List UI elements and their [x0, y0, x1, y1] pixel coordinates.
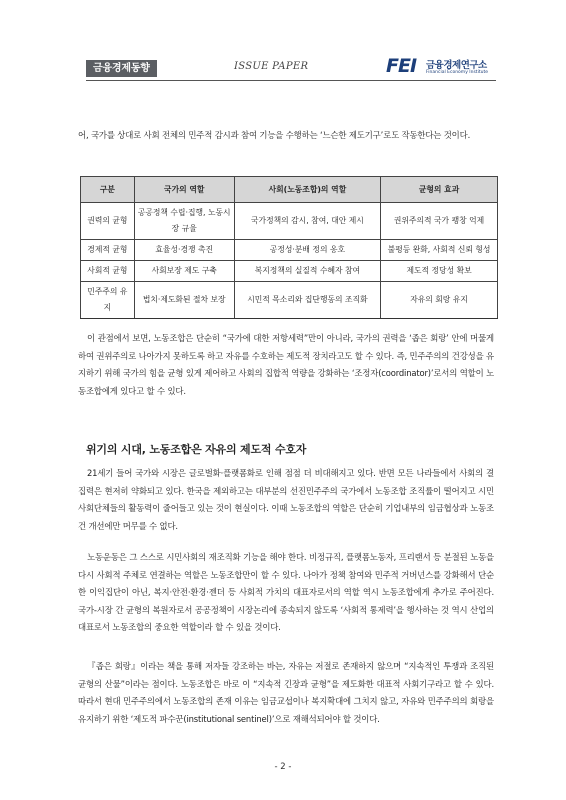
logo-institute-english: Financial Economy Institute: [426, 70, 488, 75]
table-row: [81, 282, 498, 319]
table-cell: 효율성·경쟁 촉진: [134, 240, 234, 261]
table-header-cell: 구분: [81, 177, 135, 203]
body-paragraph-1: 21세기 들어 국가와 시장은 글로벌화·플랫폼화로 인해 점점 더 비대해지고 있다. 반면 모든 나라들에서 사회의 결집력은 현저히 약화되고 있다. 한국을 제외하고는 대부분의 선진민주주의 국가에서 노동조합 조직률이 떨어지고 시민사회단체들의 활동력이 줄어들고 있는 것이 현실이다. 이때 노동조합의 역할은 단순히 기업내부의 임금협상과 노동조건 개선에만 머무를 수 없다.: [78, 468, 494, 531]
table-cell: 공공정책 수립·집행, 노동시장 규율: [134, 203, 234, 240]
table-row: [81, 240, 498, 261]
table-header-row: [81, 177, 498, 203]
table-cell: 제도적 정당성 확보: [381, 261, 498, 282]
table-cell: 법치·제도화된 절차 보장: [134, 282, 234, 319]
logo-fei-mark: FEI: [386, 55, 417, 77]
balance-table: [80, 176, 498, 319]
table-cell: 경제적 균형: [81, 240, 135, 261]
table-cell: 공정성·분배 정의 옹호: [234, 240, 380, 261]
table-cell: 권력의 균형: [81, 203, 135, 240]
issue-paper-label: ISSUE PAPER: [234, 61, 309, 72]
table-header-cell: 국가의 역할: [134, 177, 234, 203]
table-cell: 복지정책의 실질적 수혜자 참여: [234, 261, 380, 282]
table-header-cell: 사회(노동조합)의 역할: [234, 177, 380, 203]
table-cell: 사회적 균형: [81, 261, 135, 282]
table-row: [81, 203, 498, 240]
logo-institute-name: 금융경제연구소: [426, 60, 487, 71]
table-row: [81, 261, 498, 282]
table-cell: 국가정책의 감시, 참여, 대안 제시: [234, 203, 380, 240]
intro-paragraph: 어, 국가를 상대로 사회 전체의 민주적 감시과 참여 기능을 수행하는 ‘느슨한 제도기구’로도 작동한다는 것이다.: [78, 130, 471, 140]
body-paragraph-2: 노동운동은 그 스스로 시민사회의 재조직화 기능을 해야 한다. 비정규직, 플랫폼노동자, 프리랜서 등 분절된 노동을 다시 사회적 주체로 연결하는 역할은 노동조합만이 할 수 있다. 나아가 정책 참여와 민주적 거버넌스를 강화해서 단순한 이익집단이 아닌, 복지·안전·환경·젠더 등 사회적 가치의 대표자로서의 역할 역시 노동조합에게 추가로 주어진다. 국가-시장 간 균형의 복원자로서 공공정책이 시장논리에 종속되지 않도록 ‘사회적 통제력’을 행사하는 것 역시 산업의 대표로서 노동조합의 중요한 역할이라 할 수 있을 것이다.: [78, 552, 494, 633]
section-badge: 금융경제동향: [86, 60, 157, 77]
page-header: [70, 56, 490, 82]
table-cell: 민주주의 유지: [81, 282, 135, 319]
section-heading: 위기의 시대, 노동조합은 자유의 제도적 수호자: [86, 443, 307, 456]
fei-logo: [386, 55, 496, 81]
paragraph-after-table: 이 관점에서 보면, 노동조합은 단순히 “국가에 대한 저항세력”만이 아니라, 국가의 권력을 ‘좁은 회랑’ 안에 머물게 하여 권위주의로 나아가지 못하도록 하고 자유를 수호하는 제도적 장치라고도 할 수 있다. 즉, 민주주의의 건강성을 유지하기 위해 국가의 힘을 균형 있게 제어하고 사회의 집합적 역량을 강화하는 ‘조정자(coordinator)’로서의 역할이 노동조합에게 있다고 할 수 있다.: [78, 333, 494, 396]
table-cell: 자유의 회랑 유지: [381, 282, 498, 319]
header-rule: [86, 80, 496, 81]
table-header-cell: 균형의 효과: [381, 177, 498, 203]
table-cell: 불평등 완화, 사회적 신뢰 형성: [381, 240, 498, 261]
table-cell: 시민적 목소리와 집단행동의 조직화: [234, 282, 380, 319]
table-cell: 권위주의적 국가 팽창 억제: [381, 203, 498, 240]
body-paragraph-3: 『좁은 회랑』이라는 책을 통해 저자들 강조하는 바는, 자유는 저절로 존재하지 않으며 “지속적인 투쟁과 조직된 균형의 산물”이라는 점이다. 노동조합은 바로 이 “지속적 긴장과 균형”을 제도화한 대표적 사회기구라고 할 수 있다. 따라서 현대 민주주의에서 노동조합의 존재 이유는 임금교섭이나 복지확대에 그치지 않고, 자유와 민주주의의 회랑을 유지하기 위한 ‘제도적 파수꾼(institutional sentinel)’으로 재해석되어야 할 것이다.: [78, 661, 494, 724]
table-cell: 사회보장 제도 구축: [134, 261, 234, 282]
page-number: - 2 -: [274, 762, 292, 772]
